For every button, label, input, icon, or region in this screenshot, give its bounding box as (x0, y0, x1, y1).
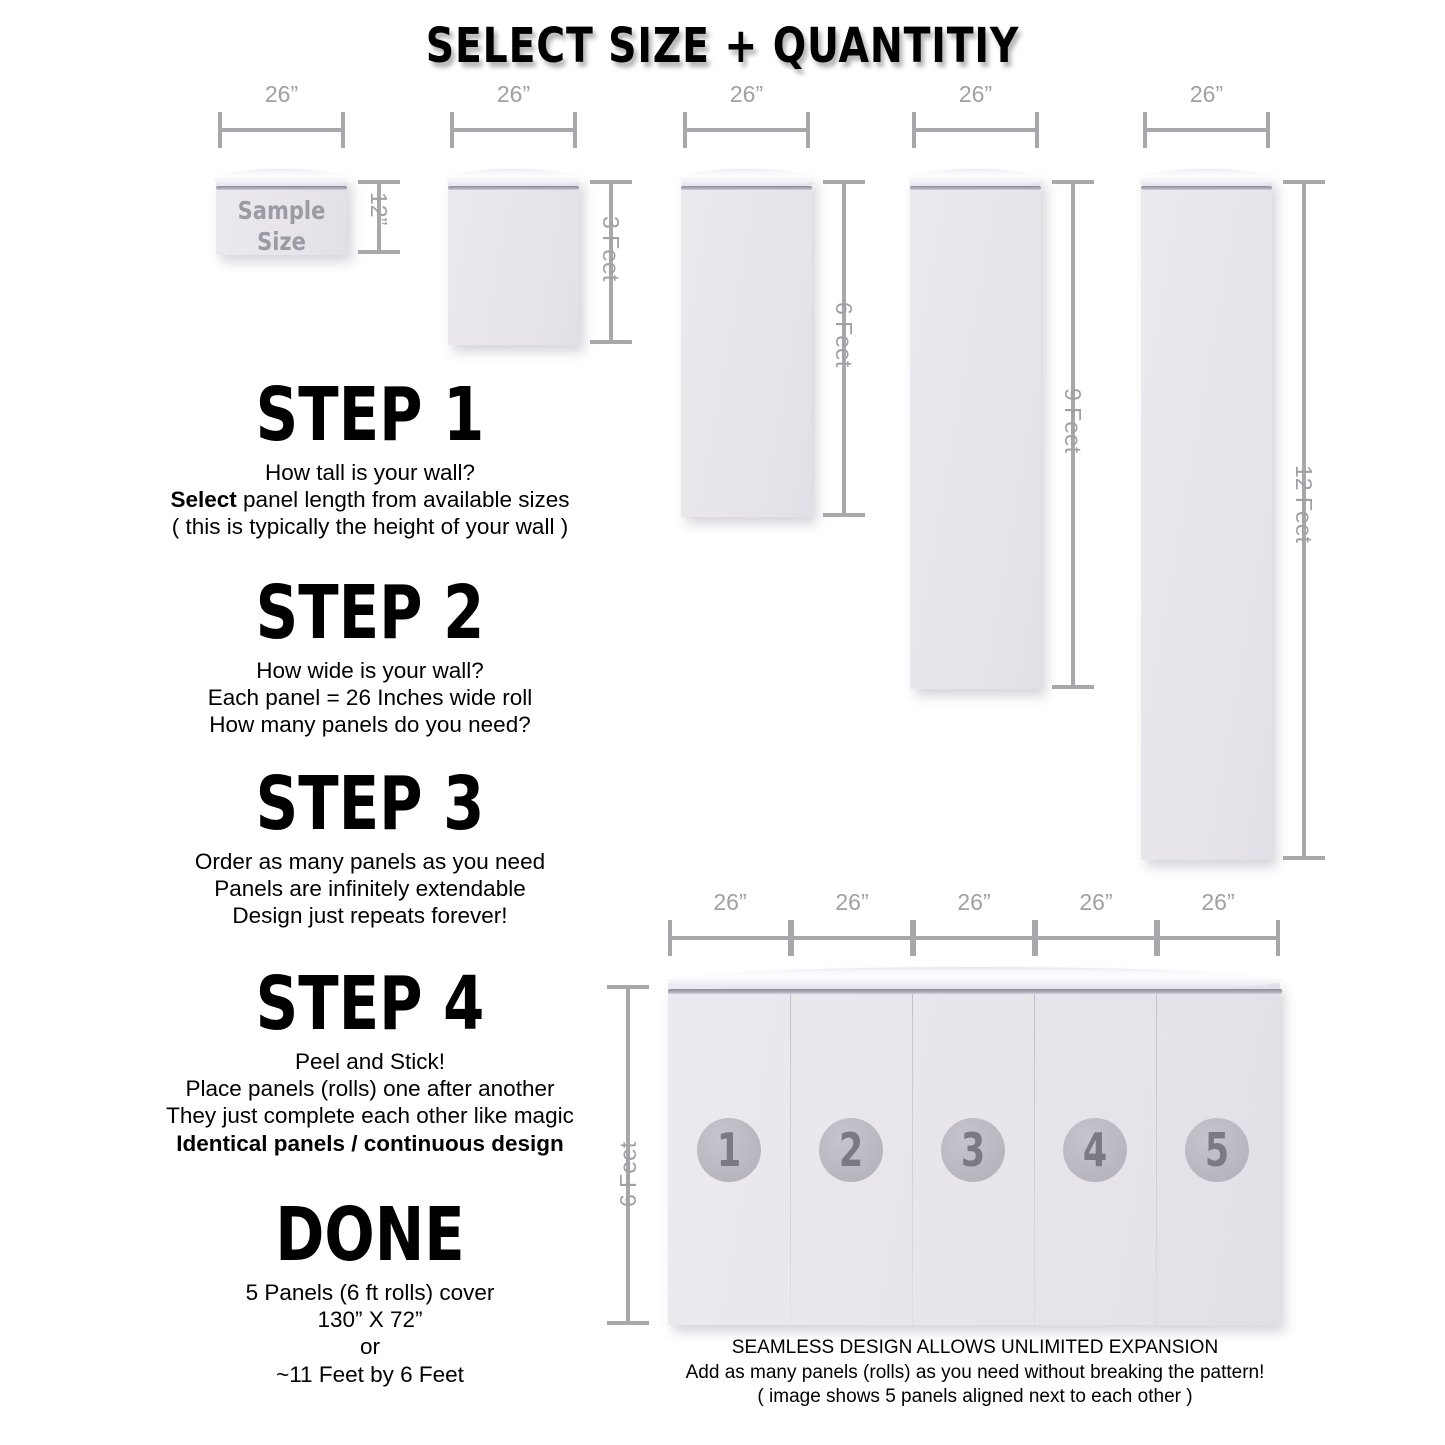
three-feet-width-label: 26” (496, 81, 531, 107)
twelve-feet-panel[interactable] (1141, 177, 1272, 860)
step-1-heading: STEP 1 (255, 372, 485, 458)
dim-bar (683, 128, 810, 132)
twelve-feet-roll-shadow (1141, 186, 1272, 190)
nine-feet-height-dimension (1052, 180, 1094, 689)
panel-number-5 (1185, 1118, 1249, 1182)
twelve-feet-width-label: 26” (1189, 81, 1224, 107)
expansion-segment-3-label: 26” (957, 889, 991, 915)
dim-bar (450, 128, 577, 132)
nine-feet-panel[interactable] (910, 177, 1041, 689)
panel-number-4 (1063, 1118, 1127, 1182)
three-feet-height-label: 3 Feet (598, 216, 624, 282)
panel-number-2 (819, 1118, 883, 1182)
panel-number-3-label: 3 (960, 1123, 986, 1177)
panel-number-3 (941, 1118, 1005, 1182)
expansion-segment-5-dimension (1156, 889, 1280, 956)
three-feet-roll-shadow (448, 186, 579, 190)
expansion-height-dimension (607, 985, 649, 1325)
step-1-line-1: How tall is your wall? (264, 460, 476, 485)
nine-feet-height-label: 9 Feet (1060, 388, 1086, 454)
panel-number-4-label: 4 (1082, 1123, 1108, 1177)
step-1-line-2-bold: Select (170, 487, 237, 513)
step-3-line-1: Order as many panels as you need (194, 849, 546, 874)
six-feet-roll-shadow (681, 186, 812, 190)
six-feet-panel[interactable] (681, 177, 812, 517)
panel-number-1 (697, 1118, 761, 1182)
step-4-body (100, 1048, 640, 1157)
panel-seam-1 (790, 983, 791, 1325)
sample-label-line1: Sample (237, 196, 326, 225)
expansion-segment-1-dimension (668, 889, 792, 956)
panel-number-2-label: 2 (838, 1123, 864, 1177)
step-1-line-2 (100, 486, 640, 513)
dim-bar (912, 128, 1039, 132)
step-2-heading: STEP 2 (255, 570, 485, 656)
expansion-segment-4-dimension (1034, 889, 1158, 956)
nine-feet-roll-shadow (910, 186, 1041, 190)
dim-bar (790, 936, 914, 940)
step-4-line-1: Peel and Stick! (294, 1049, 446, 1074)
sample-label-line2: Size (257, 226, 306, 256)
panel-seam-3 (1034, 983, 1035, 1325)
done-line-3: or (359, 1334, 380, 1360)
expansion-caption (640, 1336, 1310, 1410)
step-3-line-3: Design just repeats forever! (232, 903, 508, 929)
three-feet-height-dimension (590, 180, 632, 344)
step-2-line-2: Each panel = 26 Inches wide roll (207, 685, 533, 711)
expansion-caption-line-1: SEAMLESS DESIGN ALLOWS UNLIMITED EXPANSION (731, 1337, 1219, 1358)
panel-seam-4 (1156, 983, 1157, 1325)
expansion-roll-shadow (668, 989, 1282, 994)
twelve-feet-height-dimension (1283, 180, 1325, 860)
six-feet-width-label: 26” (729, 81, 764, 107)
step-3-heading: STEP 3 (255, 761, 485, 847)
twelve-feet-height-label: 12 Feet (1291, 465, 1317, 543)
step-2-line-3: How many panels do you need? (209, 712, 531, 738)
done-line-2: 130” X 72” (317, 1307, 423, 1333)
panel-number-1-label: 1 (716, 1123, 742, 1177)
done-body (100, 1279, 640, 1388)
twelve-feet-width-dimension (1143, 81, 1270, 148)
step-3-body (100, 848, 640, 930)
step-4-heading: STEP 4 (255, 961, 485, 1047)
step-4 (100, 961, 640, 1157)
step-3 (100, 761, 640, 930)
sample-width-dimension (218, 81, 345, 148)
step-done (100, 1192, 640, 1388)
expansion-segment-1-label: 26” (713, 889, 747, 915)
nine-feet-width-label: 26” (958, 81, 993, 107)
expansion-segment-2-label: 26” (835, 889, 869, 915)
expansion-height-label: 6 Feet (615, 1141, 641, 1207)
six-feet-height-label: 6 Feet (831, 302, 857, 368)
step-1 (100, 372, 640, 541)
expansion-caption-line-2: Add as many panels (rolls) as you need without breaking the pattern! (685, 1361, 1265, 1383)
dim-bar (1143, 128, 1270, 132)
step-4-line-2: Place panels (rolls) one after another (185, 1076, 555, 1102)
done-heading: DONE (275, 1192, 465, 1278)
step-2-body (100, 657, 640, 739)
step-1-line-2-rest: panel length from available sizes (236, 487, 570, 513)
step-1-line-3: ( this is typically the height of your wall ) (171, 514, 569, 540)
sample-roll-shadow (216, 186, 347, 190)
done-line-1: 5 Panels (6 ft rolls) cover (245, 1280, 495, 1305)
step-4-line-3: They just complete each other like magic (166, 1103, 574, 1129)
step-2 (100, 570, 640, 739)
three-feet-panel[interactable] (448, 177, 579, 345)
sample-size-label (226, 196, 336, 257)
three-feet-width-dimension (450, 81, 577, 148)
dim-bar (218, 128, 345, 132)
step-1-body (100, 459, 640, 541)
step-4-line-4: Identical panels / continuous design (176, 1130, 564, 1156)
step-2-line-1: How wide is your wall? (256, 658, 484, 683)
step-3-line-2: Panels are infinitely extendable (214, 876, 526, 902)
sample-height-label: 12” (366, 192, 392, 226)
expansion-segment-5-label: 26” (1201, 889, 1235, 915)
six-feet-width-dimension (683, 81, 810, 148)
nine-feet-width-dimension (912, 81, 1039, 148)
expansion-segment-4-label: 26” (1079, 889, 1113, 915)
dim-bar (668, 936, 792, 940)
six-feet-height-dimension (823, 180, 865, 517)
expansion-caption-line-3: ( image shows 5 panels aligned next to each other ) (757, 1386, 1193, 1408)
sample-height-dimension (358, 180, 400, 254)
sample-width-label: 26” (264, 81, 299, 107)
dim-bar (912, 936, 1036, 940)
dim-bar (1034, 936, 1158, 940)
expansion-segment-2-dimension (790, 889, 914, 956)
panel-number-5-label: 5 (1204, 1123, 1230, 1177)
done-line-4: ~11 Feet by 6 Feet (276, 1361, 464, 1387)
page-title: SELECT SIZE + QUANTITIY (425, 18, 1020, 74)
dim-bar (1156, 936, 1280, 940)
panel-seam-2 (912, 983, 913, 1325)
expansion-segment-3-dimension (912, 889, 1036, 956)
